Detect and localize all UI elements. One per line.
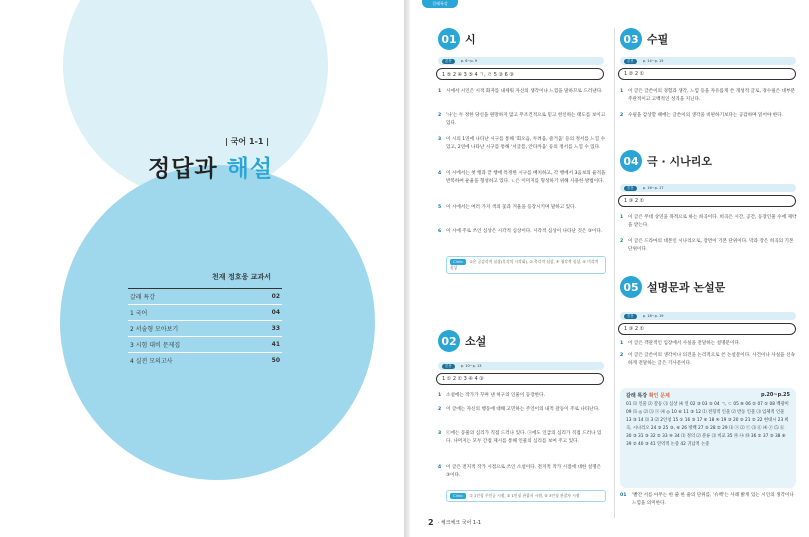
toc-row[interactable] [128, 336, 282, 352]
section-badge: 01 [438, 28, 460, 50]
section-badge: 04 [620, 150, 642, 172]
toc-label: 2 서술형 모아보기 [130, 326, 179, 333]
section-badge: 03 [620, 28, 642, 50]
explanation-item: 2 '나'는 두 정한 당신을 원망하지 않고 무조건적으로 믿고 헌신하는 태도를 보이고 있다. [438, 113, 606, 126]
section-badge: 02 [438, 330, 460, 352]
answer-summary: 1 ⑤ 2 ④ 3 ⑤ 4 ㄱ, ㄹ 5 ③ 6 ③ [436, 68, 604, 80]
answer-summary: 1 ③ 2 ① [618, 195, 796, 207]
explanation-item: 1 이 글은 글쓴이의 경험과 생각, 느낌 등을 자유롭게 쓴 개성적 글로, 경수필은 대부분 주관적이고 고백적인 성격을 지닌다. [620, 89, 795, 102]
review-label-highlight: 확인 문제 [648, 393, 670, 399]
answer-page [410, 0, 809, 537]
page-range-pill: 본문 p. 10~p. 13 [438, 362, 604, 370]
toc-row[interactable] [128, 320, 282, 336]
page-range: p. 6~p. 9 [460, 59, 478, 63]
page-number: 2 [428, 518, 434, 527]
page-range-pill: 본문 p. 18~p. 19 [620, 312, 796, 320]
explanation-item: 2 이 글은 글쓴이의 생각이나 의견을 논리적으로 쓴 논설문이다. 사건이나 사실을 신속하게 전달하는 글은 기사문이다. [620, 353, 795, 366]
toc-row[interactable] [128, 304, 282, 320]
page-range: p. 10~p. 13 [460, 364, 482, 368]
explanation-item: 4 이 시에서는 첫 행과 끝 행에 특정한 시구를 배치하고, 각 행에서 3음보의 율격을 반복하여 운율을 형성하고 있다. ㄴ은 이미지를 형성하기 위해 사용한 방법이다. [438, 171, 606, 184]
page-range-pill: 본문 p. 6~p. 9 [438, 57, 604, 65]
toc-row[interactable] [128, 288, 282, 304]
answer-summary: 1 ① 2 ① 3 ④ 4 ③ [436, 373, 604, 385]
explanation-item: 1 이 글은 객관적인 입장에서 사실을 전달하는 설명문이다. [620, 341, 741, 346]
answer-summary: 1 ② 2 ① [618, 68, 796, 80]
section-03-header [620, 28, 668, 50]
page-range: p. 16~p. 17 [642, 186, 664, 190]
explanation-item: 1 시에서 시인은 시적 화자를 내세워 자신의 생각이나 느낌을 말하므로 드러낸다. [438, 89, 603, 94]
clinic-note: Clinic ① 1인칭 주인공 시점, ② 1인칭 관찰자 시점, ⑤ 3인칭 관찰자 시점 [446, 490, 606, 502]
toc-page: 04 [271, 309, 280, 316]
explanation-item: 01 '빨간 서름 아무는 한 줄 한 줄의 단위를, '슈백'는 사례 밝게 있는 시인의 생각이나 느낌을 의미한다. [620, 493, 794, 506]
explanation-item: 2 수필을 감상할 때에는 글쓴이의 생각을 비판하기보다는 공감하며 읽어야 한다. [620, 113, 784, 118]
explanation-item: 3 ⓒ에는 동물의 심리가 직접 드러나 있다. ⓐ에도 인급의 심리가 직접 드러나 있다. 나머지는 모두 간접 제시를 통해 인물의 심리를 보여 주고 있다. [438, 431, 602, 444]
section-04-header [620, 150, 712, 172]
explanation-item: 5 이 시에서는 여러 가지 색의 꽃과 겨울을 등장시키며 말하고 있다. [438, 205, 576, 210]
explanation-item: 1 소설에는 작가가 꾸며 낸 허구의 인물이 등장한다. [438, 393, 545, 398]
explanation-item: 1 이 글은 무대 상연을 목적으로 하는 희곡이다. 희곡은 시간, 공간, 등장인물 수에 제약을 받는다. [620, 215, 797, 228]
footer-text: · 체크체크 국어 1-1 [437, 520, 482, 526]
page-range-pill: 본문 p. 14~p. 15 [620, 57, 796, 65]
section-badge: 05 [620, 276, 642, 298]
toc-publisher: 천재 정호웅 교과서 [212, 273, 271, 281]
toc-label: 4 실전 모의고사 [130, 358, 173, 365]
section-title: 극 · 시나리오 [647, 155, 712, 168]
review-label: 갈래 특강 [626, 393, 649, 399]
page-range-pill: 본문 p. 16~p. 17 [620, 184, 796, 192]
explanation-item: 2 이 글은 드라마의 대본인 시나리오로, 장면이 기본 단위이다. 막과 장은 희곡의 기본 단위이다. [620, 239, 794, 252]
explanation-item: 6 이 시에 주로 쓰인 심상은 시각적 심상이다. 시각적 심상이 나타난 것은 ③이다. [438, 229, 603, 234]
section-title: 시 [465, 33, 476, 46]
toc-row[interactable] [128, 352, 282, 368]
answer-summary: 1 ③ 2 ① [618, 323, 796, 335]
section-title: 소설 [465, 335, 487, 348]
clinic-note: Clinic ①은 공감각적 심상(후각의 시각화), ② 촉각적 심상, ④ 청각적 심상, ⑤ 미각적 심상 [446, 256, 606, 274]
toc-page: 33 [271, 325, 280, 332]
section-title: 수필 [647, 33, 669, 46]
cover-page [0, 0, 404, 537]
toc-page: 50 [271, 357, 280, 364]
page-range: p. 18~p. 19 [642, 314, 664, 318]
section-05-header [620, 276, 725, 298]
explanation-item: 4 이 글은 전지적 작가 시점으로 쓰인 소설이다. 전지적 작가 시점에 대한 설명은 ③이다. [438, 465, 602, 478]
table-of-contents [128, 288, 282, 368]
page-footer [428, 518, 481, 527]
toc-page: 02 [271, 293, 280, 300]
toc-label: 갈래 특강 [130, 294, 156, 301]
review-answers: 01 ⑴ 인물 ⑵ 갈등 ⑶ 심상 ⑷ 연 02 ③ 03 ⑤ 04 ㄱ, ㄷ 05 ⑧ 06 ② 07 ② 08 백광미 09 ⑴ ◎ ⑵ ⑶ ⓐ ⑷ ◎ 10 ⑥ 11 ③ 12 ⑴ 전형적 인물 ⑵ 반동 인물 ⑶ 입체적 인물 13 ③ 14 ⑴ 3 ⑵ 2인칭 15 ① 16 ⑤ 17 ⑥ 18 ④ 19 ③ 20 ⑤ 21 ② 22 현대시 23 희곡, 시나리오 24 ⑤ 25 ③, ⑥ 26 방백 27 ⑤ 28 ② 29 ⑴ ⓐ ⑵ ⓒ ⑶ ⓓ ⑷ ⓔ ⑸ ⓑ 30 ③ 31 ③ 32 ② 33 ④ 34 ⑴ 정의 ⑵ 분류 ⑶ 비교 35 ㉮ ㉯ ㉰ 36 ② 37 ⑤ 38 ⑧ 39 ② 40 ③ 41 연역적 논증 42 귀납적 논증 [626, 402, 789, 447]
cover-title [148, 150, 273, 183]
review-quiz-box [620, 388, 796, 488]
column-divider [614, 28, 615, 518]
toc-label: 1 국어 [130, 310, 148, 317]
section-02-header [438, 330, 486, 352]
toc-label: 3 시험 대비 문제집 [130, 342, 181, 349]
review-header [620, 388, 796, 401]
explanation-item: 3 이 시의 1연에 나타난 시구를 통해 '회오음, 두려움, 즐거움' 등의 정서를 느낄 수 있고, 2연에 나타난 시구를 통해 '서글픔, 안타까움' 등의 정서를 느낄 수 있다. [438, 137, 606, 150]
review-page-range: p.20~p.25 [760, 392, 790, 398]
page-tab: 갈래특강 [422, 0, 458, 8]
page-range: p. 14~p. 15 [642, 59, 664, 63]
cover-subtitle: | 국어 1-1 | [225, 137, 270, 146]
section-01-header [438, 28, 476, 50]
section-title: 설명문과 논설문 [647, 281, 726, 294]
cover-title-accent: 해설 [226, 156, 274, 182]
toc-page: 41 [271, 341, 280, 348]
explanation-item: 2 이 글에는 자신의 행동에 대해 고민하는 주인이의 내적 갈등이 주로 나타난다. [438, 407, 600, 412]
cover-title-plain: 정답과 [148, 156, 227, 182]
